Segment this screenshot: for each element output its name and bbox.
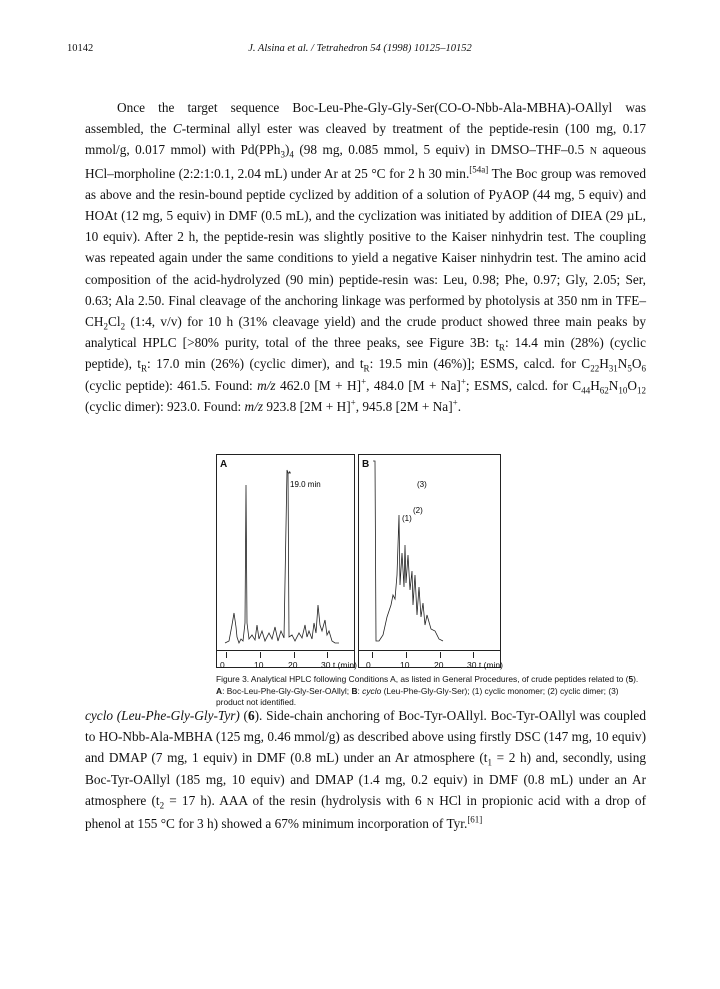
page-number: 10142	[67, 43, 94, 54]
peak-a-retention-label: 19.0 min	[290, 480, 321, 489]
chromatogram-panel-a	[216, 454, 355, 651]
time-axis-b: 0 10 20 30 t (min)	[358, 649, 501, 671]
peak-b3-label: (3)	[417, 480, 427, 489]
time-axis-a: 0 10 20 30 t (min)	[216, 649, 355, 671]
peak-a-star: *	[288, 470, 292, 479]
panel-b-label: B	[362, 459, 370, 470]
running-title: J. Alsina et al. / Tetrahedron 54 (1998) 10125–10152	[248, 43, 472, 54]
panel-a-label: A	[220, 459, 228, 470]
compound-heading: cyclo (Leu-Phe-Gly-Gly-Tyr)	[85, 708, 240, 723]
chromatogram-panel-b	[358, 454, 501, 651]
chromatogram-a-trace	[217, 455, 354, 650]
experimental-paragraph-2: cyclo (Leu-Phe-Gly-Gly-Tyr) (6). Side-chain anchoring of Boc-Tyr-OAllyl. Boc-Tyr-OAllyl was coupled to HO-Nbb-Ala-MBHA (125 mg, 0.46 mmol/g) as described above using firstly DSC (147 mg, 10 equiv) and DMAP (7 mg, 1 equiv) in DMF (0.8 mL) under an Ar atmosphere ($t_1 = 2$ h) and, secondly, using Boc-Tyr-OAllyl (185 mg, 10 equiv) and DMAP (1.4 mg, 0.2 equiv) in DMF (0.8 mL) under an Ar atmosphere ($t_2 = 17$ h). AAA of the resin (hydrolysis with 6 N HCl in propionic acid with a drop of phenol at 155 °C for 3 h) showed a 67% minimum incorporation of Tyr.[61]	[85, 708, 646, 832]
figure-caption: Figure 3. Analytical HPLC following Conditions A, as listed in General Procedures, of crude peptides related to (5). A: Boc-Leu-Phe-Gly-Gly-Ser-OAllyl; B: cyclo (Leu-Phe-Gly-Gly-Ser); (1) cyclic monomer; (2) cyclic dimer; (3) product not identified.	[216, 674, 639, 708]
peak-b2-label: (2)	[413, 506, 423, 515]
chromatogram-b-trace	[359, 455, 500, 650]
peak-b1-label: (1)	[402, 514, 412, 523]
page-header	[0, 43, 720, 59]
experimental-paragraph-1: Once the target sequence Boc-Leu-Phe-Gly-Gly-Ser(CO-O-Nbb-Ala-MBHA)-OAllyl was assembled, the C-terminal allyl ester was cleaved by treatment of the peptide-resin (100 mg, 0.17 mmol/g, 0.017 mmol) with $Pd(PPh_3)_4$ (98 mg, 0.085 mmol, 5 equiv) in DMSO–THF–0.5 N aqueous HCl–morpholine (2:2:1:0.1, 2.04 mL) under Ar at 25 °C for 2 h 30 min.[54a] The Boc group was removed as above and the resin-bound peptide cyclized by addition of a solution of PyAOP (44 mg, 5 equiv) and HOAt (12 mg, 5 equiv) in DMF (0.5 mL), and the cyclization was initiated by addition of DIEA (29 µL, 10 equiv). After 2 h, the peptide-resin was slightly positive to the Kaiser ninhydrin test. The coupling was repeated again under the same conditions to yield a negative Kaiser ninhydrin test. The amino acid composition of the acid-hydrolyzed (90 min) peptide-resin was: Leu, 0.98; Phe, 0.97; Gly, 2.05; Ser, 0.63; Ala 2.50. Final cleavage of the anchoring linkage was performed by photolysis at 350 nm in TFE–$CH_2Cl_2$ (1:4, v/v) for 10 h (31% cleavage yield) and the crude product showed three main peaks by analytical HPLC [>80% purity, total of the three peaks, see Figure 3B: $t_R$: 14.4 min (28%) (cyclic peptide), $t_R$: 17.0 min (26%) (cyclic dimer), and $t_R$: 19.5 min (46%)]; ESMS, calcd. for $C_{22}H_{31}N_5O_6$ (cyclic peptide): 461.5. Found: m/z 462.0 [M + H]+, 484.0 [M + Na]+; ESMS, calcd. for $C_{44}H_{62}N_{10}O_{12}$ (cyclic dimer): 923.0. Found: m/z 923.8 [2M + H]+, 945.8 [2M + Na]+.	[85, 100, 647, 414]
